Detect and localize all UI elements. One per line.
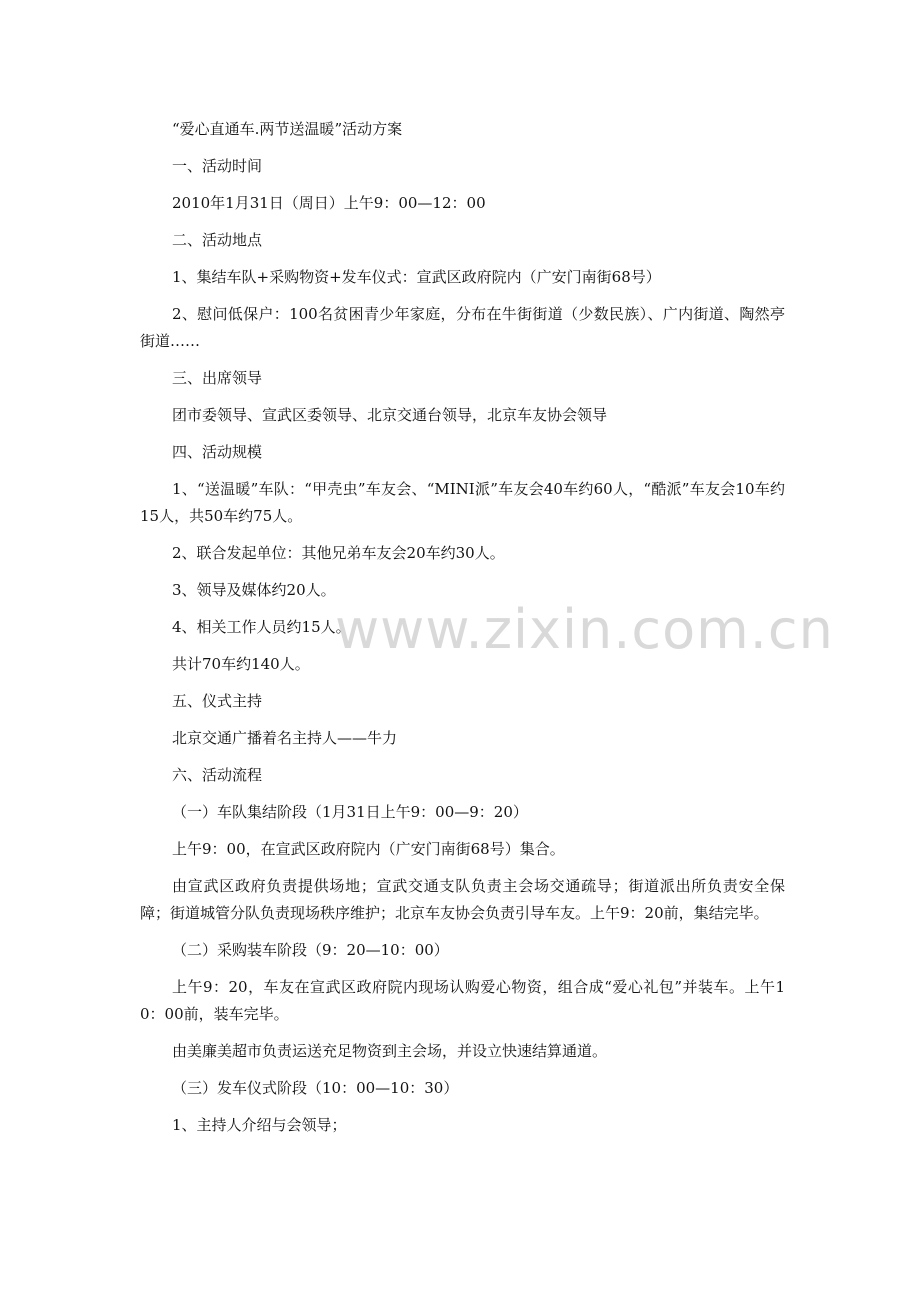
- subsection-heading: （二）采购装车阶段（9：20—10：00）: [172, 941, 449, 959]
- paragraph: 2、慰问低保户：100名贫困青少年家庭，分布在牛街街道（少数民族）、广内街道、陶然亭街道……: [140, 305, 785, 350]
- paragraph: 上午9：00，在宣武区政府院内（广安门南街68号）集合。: [172, 840, 565, 858]
- paragraph: 2、联合发起单位：其他兄弟车友会20车约30人。: [172, 544, 505, 562]
- section-heading-process: 六、活动流程: [172, 766, 263, 784]
- paragraph: 团市委领导、宣武区委领导、北京交通台领导，北京车友协会领导: [172, 406, 608, 424]
- paragraph: 1、集结车队+采购物资+发车仪式：宣武区政府院内（广安门南街68号）: [172, 268, 661, 286]
- watermark: www.zixin.com.cn: [335, 598, 834, 661]
- paragraph: 由宣武区政府负责提供场地；宣武交通支队负责主会场交通疏导；街道派出所负责安全保障；街道城管分队负责现场秩序维护；北京车友协会负责引导车友。上午9：20前，集结完毕。: [140, 877, 785, 922]
- paragraph: 2010年1月31日（周日）上午9：00—12：00: [172, 194, 486, 212]
- paragraph: 3、领导及媒体约20人。: [172, 581, 336, 599]
- paragraph: 北京交通广播着名主持人——牛力: [172, 729, 398, 747]
- paragraph: 1、主持人介绍与会领导；: [172, 1116, 347, 1134]
- section-heading-location: 二、活动地点: [172, 231, 263, 249]
- subsection-heading: （三）发车仪式阶段（10：00—10：30）: [172, 1079, 459, 1097]
- paragraph: 4、相关工作人员约15人。: [172, 618, 351, 636]
- paragraph: 共计70车约140人。: [172, 655, 310, 673]
- paragraph: 上午9：20，车友在宣武区政府院内现场认购爱心物资，组合成“爱心礼包”并装车。上午10：00前，装车完毕。: [140, 978, 785, 1023]
- paragraph: 由美廉美超市负责运送充足物资到主会场，并设立快速结算通道。: [172, 1042, 608, 1060]
- paragraph: 1、“送温暖”车队：“甲壳虫”车友会、“MINI派”车友会40车约60人，“酷派”车友会10车约15人，共50车约75人。: [140, 480, 785, 525]
- section-heading-leaders: 三、出席领导: [172, 369, 263, 387]
- section-heading-scale: 四、活动规模: [172, 443, 263, 461]
- subsection-heading: （一）车队集结阶段（1月31日上午9：00—9：20）: [172, 803, 528, 821]
- section-heading-time: 一、活动时间: [172, 157, 263, 175]
- document-title: “爱心直通车.两节送温暖”活动方案: [172, 120, 403, 138]
- document-body: [140, 116, 785, 1149]
- section-heading-host: 五、仪式主持: [172, 692, 263, 710]
